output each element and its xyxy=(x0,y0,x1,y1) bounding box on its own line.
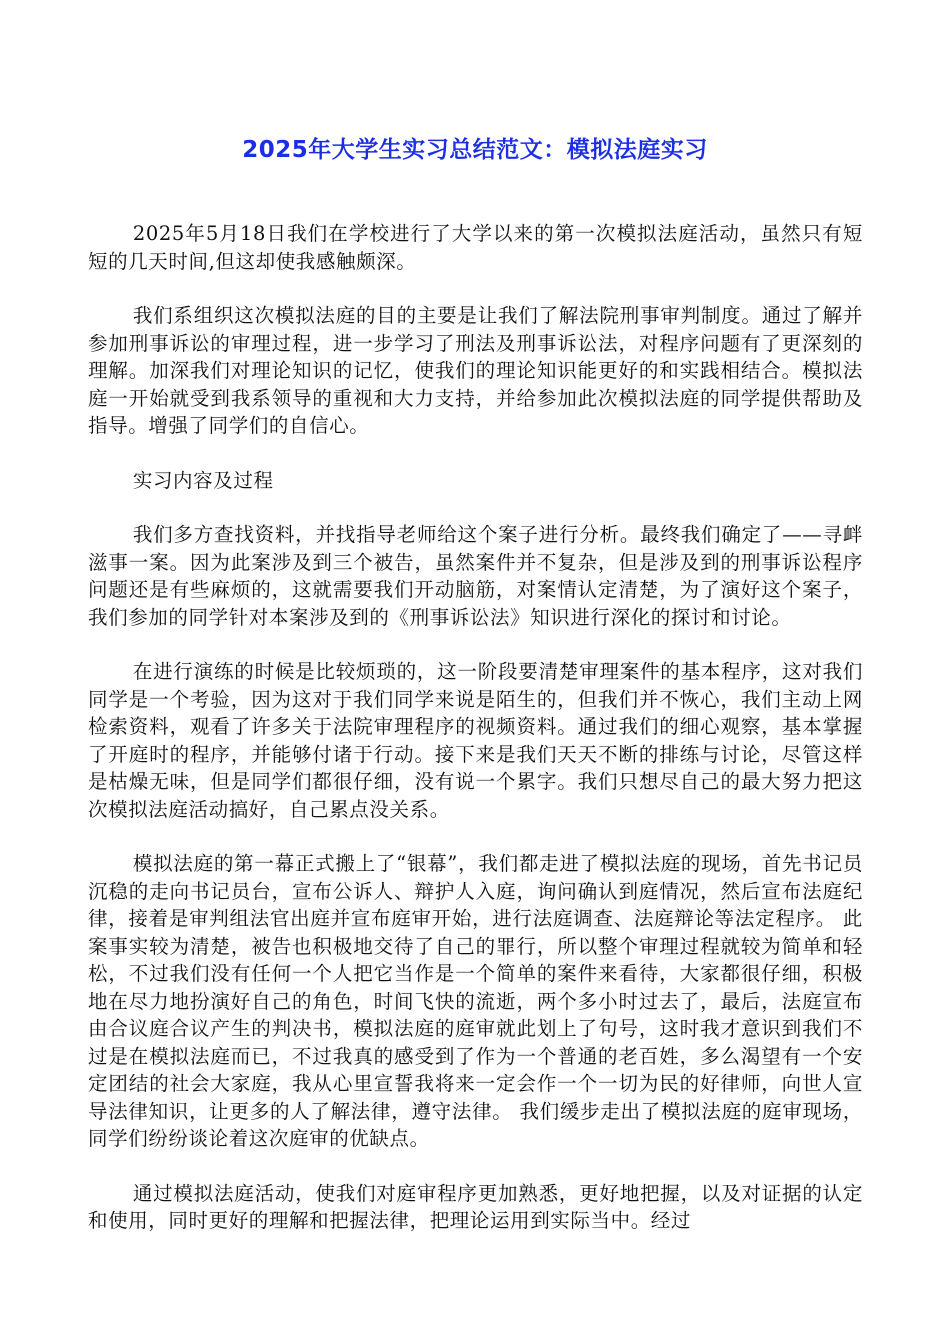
document-body xyxy=(88,220,863,1262)
paragraph-trial: 模拟法庭的第一幕正式搬上了“银幕”，我们都走进了模拟法庭的现场，首先书记员沉稳的走向书记员台，宣布公诉人、辩护人入庭，询问确认到庭情况，然后宣布法庭纪律，接着是审判组法官出庭并宣布庭审开始，进行法庭调查、法庭辩论等法定程序。 此案事实较为清楚，被告也积极地交待了自己的罪行，所以整个审理过程就较为简单和轻松，不过我们没有任何一个人把它当作是一个简单的案件来看待，大家都很仔细，积极地在尽力地扮演好自己的角色，时间飞快的流逝，两个多小时过去了，最后，法庭宣布由合议庭合议产生的判决书，模拟法庭的庭审就此划上了句号，这时我才意识到我们不过是在模拟法庭而已，不过我真的感受到了作为一个普通的老百姓，多么渴望有一个安定团结的社会大家庭，我从心里宣誓我将来一定会作一个一切为民的好律师，向世人宣导法律知识，让更多的人了解法律，遵守法律。 我们缓步走出了模拟法庭的庭审现场，同学们纷纷谈论着这次庭审的优缺点。 xyxy=(88,852,863,1150)
paragraph-purpose: 我们系组织这次模拟法庭的目的主要是让我们了解法院刑事审判制度。通过了解并参加刑事诉讼的审理过程，进一步学习了刑法及刑事诉讼法，对程序问题有了更深刻的理解。加深我们对理论知识的记忆，使我们的理论知识能更好的和实践相结合。模拟法庭一开始就受到我系领导的重视和大力支持，并给参加此次模拟法庭的同学提供帮助及指导。增强了同学们的自信心。 xyxy=(88,304,863,437)
paragraph-intro: 2025年5月18日我们在学校进行了大学以来的第一次模拟法庭活动，虽然只有短短的几天时间,但这却使我感触颇深。 xyxy=(88,222,863,273)
paragraph-conclusion: 通过模拟法庭活动，使我们对庭审程序更加熟悉，更好地把握，以及对证据的认定和使用，同时更好的理解和把握法律，把理论运用到实际当中。经过 xyxy=(88,1181,863,1232)
paragraph-case-selection: 我们多方查找资料，并找指导老师给这个案子进行分析。最终我们确定了——寻衅滋事一案。因为此案涉及到三个被告，虽然案件并不复杂，但是涉及到的刑事诉讼程序问题还是有些麻烦的，这就需要我们开动脑筋，对案情认定清楚，为了演好这个案子，我们参加的同学针对本案涉及到的《刑事诉讼法》知识进行深化的探讨和讨论。 xyxy=(88,523,863,629)
section-heading-content-process: 实习内容及过程 xyxy=(132,468,274,492)
document-title: 2025年大学生实习总结范文：模拟法庭实习 xyxy=(242,137,708,163)
paragraph-rehearsal: 在进行演练的时候是比较烦琐的，这一阶段要清楚审理案件的基本程序，这对我们同学是一个考验，因为这对于我们同学来说是陌生的，但我们并不恢心，我们主动上网检索资料，观看了许多关于法院审理程序的视频资料。通过我们的细心观察，基本掌握了开庭时的程序，并能够付诸于行动。接下来是我们天天不断的排练与讨论，尽管这样是枯燥无味，但是同学们都很仔细，没有说一个累字。我们只想尽自己的最大努力把这次模拟法庭活动搞好，自己累点没关系。 xyxy=(88,660,863,821)
